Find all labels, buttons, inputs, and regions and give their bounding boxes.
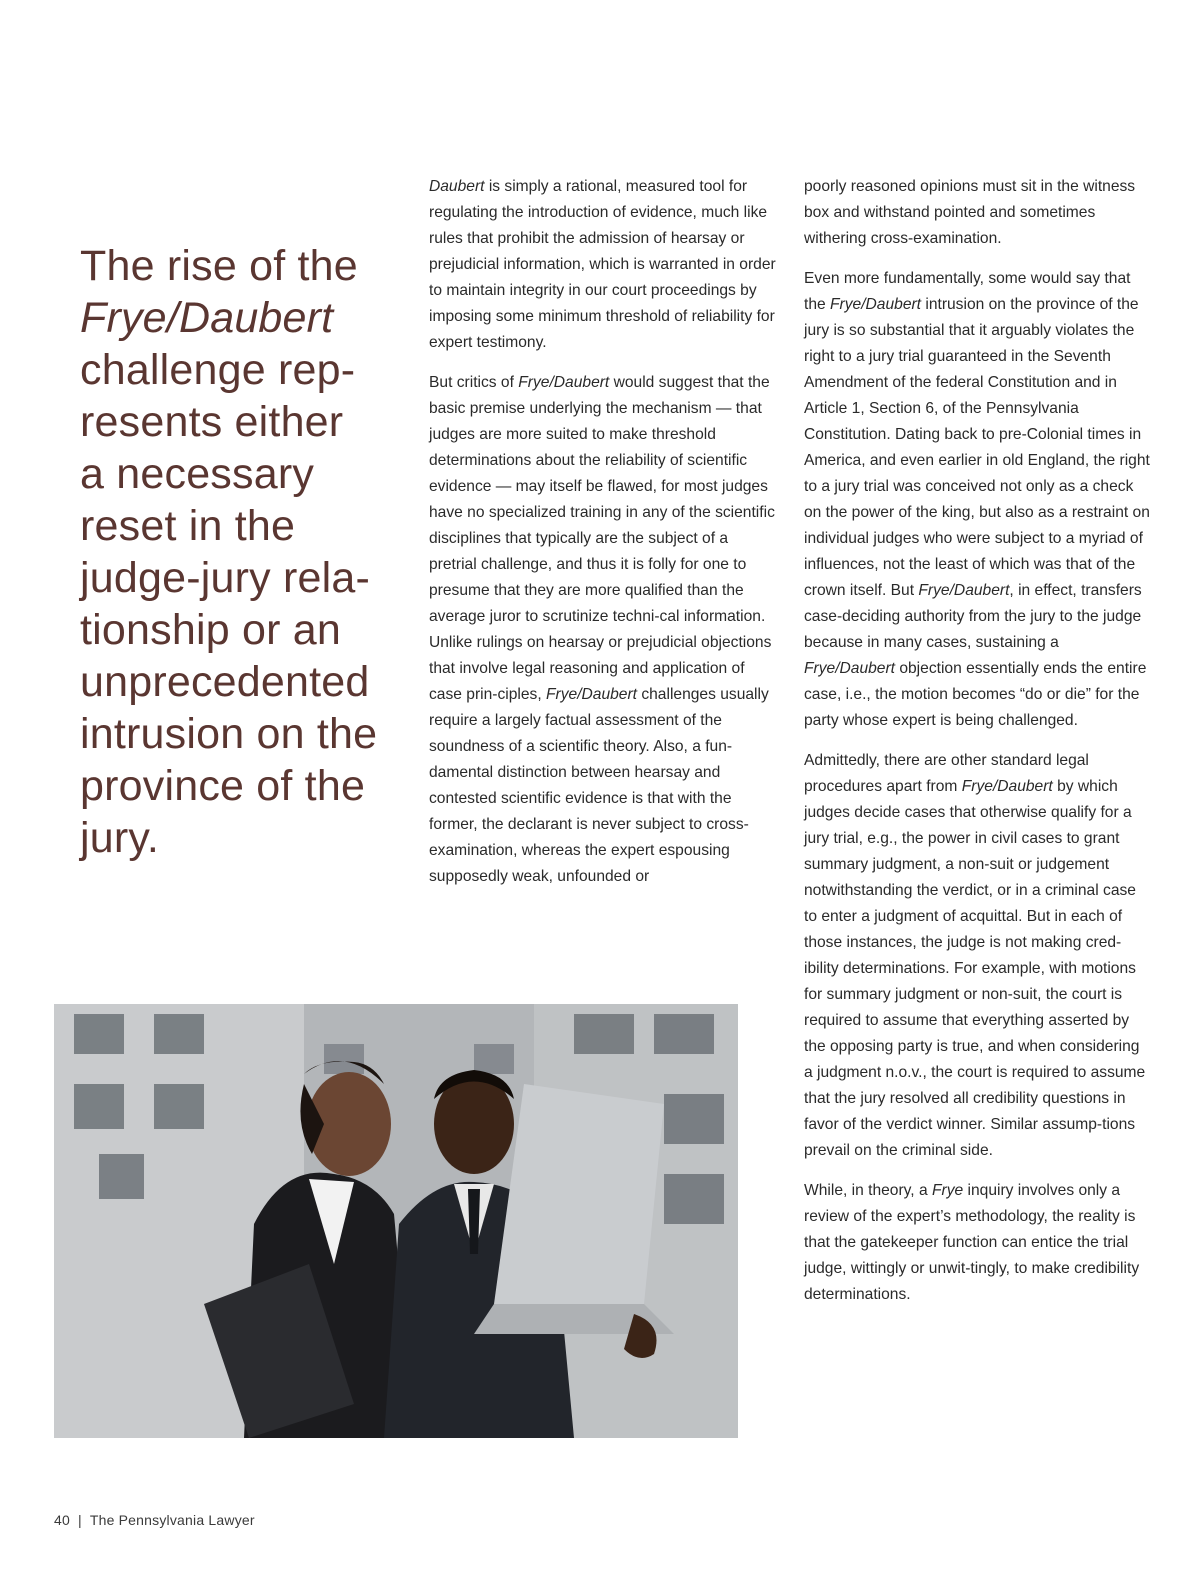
case-name: Frye/Daubert: [918, 582, 1010, 599]
page-number: 40: [54, 1512, 70, 1528]
pull-quote-line: intrusion on the: [80, 710, 378, 758]
pull-quote-line: resents either: [80, 398, 344, 446]
article-column-middle: [429, 174, 777, 904]
pull-quote-line: challenge rep-: [80, 346, 356, 394]
pull-quote-line: The rise of the: [80, 242, 358, 290]
article-column-right: [804, 174, 1152, 1322]
body-paragraph: But critics of Frye/Daubert would suggest that the basic premise underlying the mechanism — that judges are more suited to make threshold determinations about the reliability of scientific evidence — may itself be flawed, for most judges have no specialized training in any of the scientific disciplines that typically are the subject of a pretrial challenge, and thus it is folly for one to presume that they are more qualified than the average juror to scrutinize techni-cal information. Unlike rulings on hearsay or prejudicial objections that involve legal reasoning and application of case prin-ciples, Frye/Daubert challenges usually require a largely factual assessment of the soundness of a scientific theory. Also, a fun-damental distinction between hearsay and contested scientific evidence is that with the former, the declarant is never subject to cross-examination, whereas the expert espousing supposedly weak, unfounded or: [429, 374, 775, 885]
body-paragraph: Daubert is simply a rational, measured tool for regulating the introduction of evidence, much like rules that prohibit the admission of hearsay or prejudicial information, which is warranted in order to maintain integrity in our court proceedings by imposing some minimum threshold of reliability for expert testimony.: [429, 178, 776, 351]
article-photo: [54, 1004, 738, 1438]
page-footer: [54, 1512, 255, 1528]
case-name: Daubert: [429, 178, 485, 195]
case-name: Frye/Daubert: [804, 660, 895, 677]
case-name: Frye/Daubert: [546, 686, 637, 703]
business-people-laptop-illustration: [54, 1004, 738, 1438]
case-name: Frye/Daubert: [830, 296, 922, 313]
pull-quote-line: province of the: [80, 762, 366, 810]
pull-quote-line: unprecedented: [80, 658, 370, 706]
body-paragraph: Even more fundamentally, some would say that the Frye/Daubert intrusion on the province of the jury is so substantial that it arguably violates the right to a jury trial guaranteed in the Seventh Amendment of the federal Constitution and in Article 1, Section 6, of the Pennsylvania Constitution. Dating back to pre-Colonial times in America, and even earlier in old England, the right to a jury trial was conceived not only as a check on the power of the king, but also as a restraint on individual judges who were subject to a myriad of influences, not the least of which was that of the crown itself. But Frye/Daubert, in effect, transfers case-deciding authority from the jury to the judge because in many cases, sustaining a Frye/Daubert objection essentially ends the entire case, i.e., the motion becomes “do or die” for the party whose expert is being challenged.: [804, 270, 1150, 729]
pull-quote-line: a necessary: [80, 450, 315, 498]
pull-quote: [80, 240, 400, 864]
publication-name: The Pennsylvania Lawyer: [89, 1512, 255, 1528]
case-name: Frye/Daubert: [518, 374, 610, 391]
body-paragraph: poorly reasoned opinions must sit in the witness box and withstand pointed and sometimes withering cross-examination.: [804, 178, 1136, 247]
pull-quote-line: Frye/Daubert: [80, 294, 334, 342]
pull-quote-line: tionship or an: [80, 606, 341, 654]
pull-quote-line: judge-jury rela-: [80, 554, 370, 602]
pull-quote-line: jury.: [80, 814, 160, 862]
body-paragraph: While, in theory, a Frye inquiry involves only a review of the expert’s methodology, the reality is that the gatekeeper function can entice the trial judge, wittingly or unwit-tingly, to make credibility determinations.: [804, 1182, 1140, 1303]
case-name: Frye/Daubert: [961, 778, 1053, 795]
pull-quote-line: reset in the: [80, 502, 296, 550]
case-name: Frye: [931, 1182, 964, 1199]
body-paragraph: Admittedly, there are other standard legal procedures apart from Frye/Daubert by which judges decide cases that otherwise qualify for a jury trial, e.g., the power in civil cases to grant summary judgment, a non-suit or judgement notwithstanding the verdict, or in a criminal case to enter a judgment of acquittal. But in each of those instances, the judge is not making cred-ibility determinations. For example, with motions for summary judgment or non-suit, the court is required to assume that everything asserted by the opposing party is true, and when considering a judgment n.o.v., the court is required to assume that the jury resolved all credibility questions in favor of the verdict winner. Similar assump-tions prevail on the criminal side.: [804, 752, 1146, 1159]
footer-separator: |: [77, 1512, 82, 1528]
